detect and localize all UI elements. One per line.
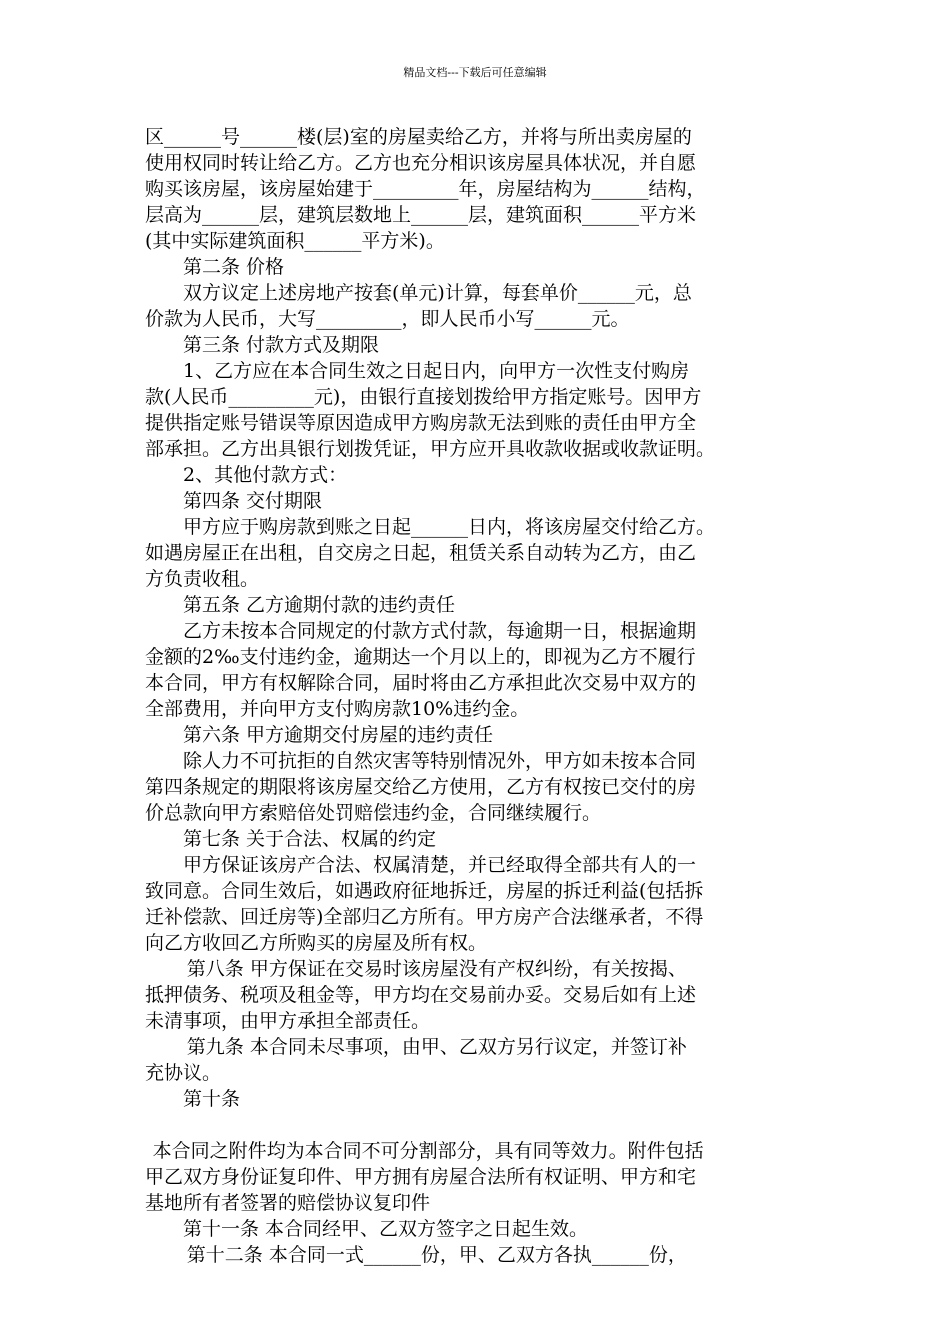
text-line: 提供指定账号错误等原因造成甲方购房款无法到账的责任由甲方全 [145,412,697,434]
text-line: 方负责收租。 [145,568,260,590]
article-heading: 第五条 乙方逾期付款的违约责任 [183,594,456,616]
text-line: 购买该房屋，该房屋始建于_________年，房屋结构为______结构， [145,178,706,200]
text-line: 本合同之附件均为本合同不可分割部分，具有同等效力。附件包括 [152,1140,704,1162]
text-line: 甲方保证该房产合法、权属清楚，并已经取得全部共有人的一 [183,854,697,876]
page-header: 精品文档---下载后可任意编辑 [403,66,547,79]
text-line: 1、乙方应在本合同生效之日起日内，向甲方一次性支付购房 [183,360,690,382]
text-line: 致同意。合同生效后，如遇政府征地拆迁，房屋的拆迁利益(包括拆 [145,880,704,902]
article-heading: 第十一条 本合同经甲、乙双方签字之日起生效。 [183,1218,589,1240]
article-heading: 第二条 价格 [183,256,285,278]
text-line: 甲方应于购房款到账之日起______日内，将该房屋交付给乙方。 [183,516,716,538]
article-heading: 第十条 [183,1088,241,1110]
article-heading: 第七条 关于合法、权属的约定 [183,828,437,850]
text-line: 区______号______楼(层)室的房屋卖给乙方，并将与所出卖房屋的 [145,126,692,148]
article-heading: 第九条 本合同未尽事项，由甲、乙双方另行议定，并签订补 [186,1036,687,1058]
text-line: 价款为人民币，大写_________，即人民币小写______元。 [145,308,630,330]
text-line: 抵押债务、税项及租金等，甲方均在交易前办妥。交易后如有上述 [145,984,697,1006]
text-line: 部承担。乙方出具银行划拨凭证，甲方应开具收款收据或收款证明。 [145,438,716,460]
text-line: 迁补偿款、回迁房等)全部归乙方所有。甲方房产合法继承者，不得 [145,906,704,928]
article-heading: 第六条 甲方逾期交付房屋的违约责任 [183,724,494,746]
contract-body [145,124,825,1268]
text-line: 双方议定上述房地产按套(单元)计算，每套单价______元，总 [183,282,692,304]
text-line: 充协议。 [145,1062,222,1084]
text-line: 金额的2‰支付违约金，逾期达一个月以上的，即视为乙方不履行 [145,646,696,668]
text-line: 本合同，甲方有权解除合同，届时将由乙方承担此次交易中双方的 [145,672,697,694]
blank-line [145,1112,825,1138]
text-line: 全部费用，并向甲方支付购房款10%违约金。 [145,698,530,720]
text-line: 2、其他付款方式： [183,464,348,486]
text-line: 基地所有者签署的赔偿协议复印件 [145,1192,431,1214]
article-heading: 第八条 甲方保证在交易时该房屋没有产权纠纷，有关按揭、 [186,958,687,980]
text-line: 甲乙双方身份证复印件、甲方拥有房屋合法所有权证明、甲方和宅 [145,1166,697,1188]
text-line: 价总款向甲方索赔倍处罚赔偿违约金，合同继续履行。 [145,802,602,824]
text-line: 第四条规定的期限将该房屋交给乙方使用，乙方有权按已交付的房 [145,776,697,798]
text-line: 向乙方收回乙方所购买的房屋及所有权。 [145,932,488,954]
text-line: 使用权同时转让给乙方。乙方也充分相识该房屋具体状况，并自愿 [145,152,697,174]
article-heading: 第十二条 本合同一式______份，甲、乙双方各执______份， [186,1244,687,1266]
text-line: 乙方未按本合同规定的付款方式付款，每逾期一日，根据逾期 [183,620,697,642]
text-line: 除人力不可抗拒的自然灾害等特别情况外，甲方如未按本合同 [183,750,697,772]
text-line: 未清事项，由甲方承担全部责任。 [145,1010,431,1032]
article-heading: 第四条 交付期限 [183,490,323,512]
article-heading: 第三条 付款方式及期限 [183,334,380,356]
text-line: 款(人民币_________元)，由银行直接划拨给甲方指定账号。因甲方 [145,386,702,408]
text-line: 层高为______层，建筑层数地上______层，建筑面积______平方米 [145,204,697,226]
text-line: 如遇房屋正在出租，自交房之日起，租赁关系自动转为乙方，由乙 [145,542,697,564]
text-line: (其中实际建筑面积______平方米)。 [145,230,445,252]
